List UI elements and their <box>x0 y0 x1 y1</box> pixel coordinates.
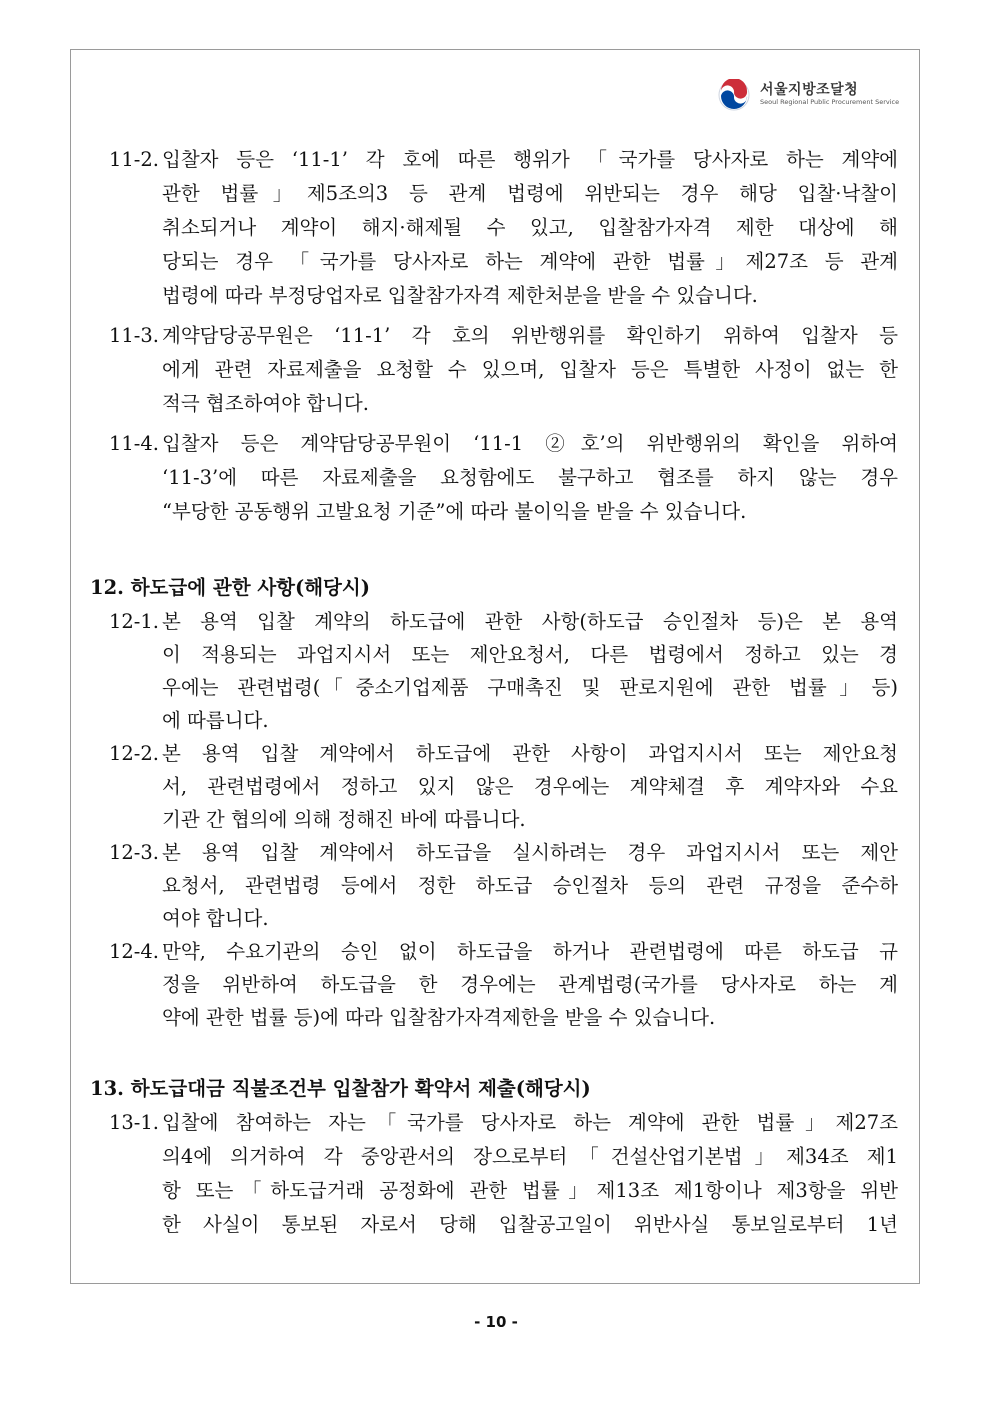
text-line: “부당한 공동행위 고발요청 기준”에 따라 불이익을 받을 수 있습니다. <box>162 500 747 523</box>
text-line: 당되는 경우 「국가를 당사자로 하는 계약에 관한 법률」제27조 등 관계 <box>162 250 898 273</box>
clause-text <box>162 836 898 935</box>
text-line: 입찰자 등은 계약담당공무원이 ‘11-1 ②호’의 위반행위의 확인을 위하여 <box>162 432 898 455</box>
text-line: 본 용역 입찰 계약의 하도급에 관한 사항(하도급 승인절차 등)은 본 용역 <box>162 610 898 633</box>
text-line: 만약, 수요기관의 승인 없이 하도급을 하거나 관련법령에 따른 하도급 규 <box>162 940 898 963</box>
clause-13-1 <box>90 1106 898 1242</box>
text-line: 적극 협조하여야 합니다. <box>162 392 369 415</box>
clause-number: 12-1. <box>108 610 159 633</box>
text-line: 이 적용되는 과업지시서 또는 제안요청서, 다른 법령에서 정하고 있는 경 <box>162 643 898 666</box>
org-name-korean: 서울지방조달청 <box>760 82 859 98</box>
clause-number: 11-2. <box>108 148 159 171</box>
clause-11-2 <box>90 143 898 313</box>
clause-11-3 <box>90 319 898 421</box>
taegeuk-emblem-icon <box>718 79 750 111</box>
text-line: 본 용역 입찰 계약에서 하도급을 실시하려는 경우 과업지시서 또는 제안 <box>162 841 898 864</box>
clause-12-1 <box>90 605 898 737</box>
clause-number: 11-4. <box>108 432 159 455</box>
text-line: 계약담당공무원은 ‘11-1’ 각 호의 위반행위를 확인하기 위하여 입찰자 등 <box>162 324 898 347</box>
clause-text <box>162 1106 898 1242</box>
text-line: 에 따릅니다. <box>162 709 269 732</box>
text-line: 정을 위반하여 하도급을 한 경우에는 관계법령(국가를 당사자로 하는 계 <box>162 973 898 996</box>
text-line: ‘11-3’에 따른 자료제출을 요청함에도 불구하고 협조를 하지 않는 경우 <box>162 466 898 489</box>
text-line: 항 또는「하도급거래 공정화에 관한 법률」제13조 제1항이나 제3항을 위반 <box>162 1179 898 1202</box>
text-line: 취소되거나 계약이 해지·해제될 수 있고, 입찰참가자격 제한 대상에 해 <box>162 216 898 239</box>
text-line: 입찰에 참여하는 자는「국가를 당사자로 하는 계약에 관한 법률」제27조 <box>162 1111 898 1134</box>
clause-text <box>162 737 898 836</box>
text-line: 의4에 의거하여 각 중앙관서의 장으로부터「건설산업기본법」제34조 제1 <box>162 1145 898 1168</box>
text-line: 약에 관한 법률 등)에 따라 입찰참가자격제한을 받을 수 있습니다. <box>162 1006 716 1029</box>
org-name-english: Seoul Regional Public Procurement Service <box>760 98 900 106</box>
clause-number: 12-3. <box>108 841 159 864</box>
clause-11-4 <box>90 427 898 529</box>
text-line: 입찰자 등은 ‘11-1’ 각 호에 따른 행위가 「국가를 당사자로 하는 계약에 <box>162 148 898 171</box>
document-body <box>90 143 898 1242</box>
clause-text <box>162 319 898 421</box>
page-number: - 10 - <box>474 1313 518 1331</box>
text-line: 법령에 따라 부정당업자로 입찰참가자격 제한처분을 받을 수 있습니다. <box>162 284 758 307</box>
text-line: 서, 관련법령에서 정하고 있지 않은 경우에는 계약체결 후 계약자와 수요 <box>162 775 898 798</box>
clause-number: 11-3. <box>108 324 159 347</box>
clause-number: 12-2. <box>108 742 159 765</box>
text-line: 기관 간 협의에 의해 정해진 바에 따릅니다. <box>162 808 526 831</box>
clause-text <box>162 427 898 529</box>
clause-number: 13-1. <box>108 1111 159 1134</box>
text-line: 한 사실이 통보된 자로서 당해 입찰공고일이 위반사실 통보일로부터 1년 <box>162 1213 898 1236</box>
clause-12-3 <box>90 836 898 935</box>
clause-number: 12-4. <box>108 940 159 963</box>
clause-12-4 <box>90 935 898 1034</box>
section-13-title: 13. 하도급대금 직불조건부 입찰참가 확약서 제출(해당시) <box>90 1077 591 1100</box>
text-line: 에게 관련 자료제출을 요청할 수 있으며, 입찰자 등은 특별한 사정이 없는 한 <box>162 358 898 381</box>
text-line: 관한 법률」제5조의3 등 관계 법령에 위반되는 경우 해당 입찰·낙찰이 <box>162 182 898 205</box>
clause-text <box>162 935 898 1034</box>
text-line: 요청서, 관련법령 등에서 정한 하도급 승인절차 등의 관련 규정을 준수하 <box>162 874 898 897</box>
clause-text <box>162 605 898 737</box>
clause-12-2 <box>90 737 898 836</box>
text-line: 본 용역 입찰 계약에서 하도급에 관한 사항이 과업지시서 또는 제안요청 <box>162 742 898 765</box>
section-12-title: 12. 하도급에 관한 사항(해당시) <box>90 576 370 599</box>
text-line: 여야 합니다. <box>162 907 269 930</box>
clause-text <box>162 143 898 313</box>
text-line: 우에는 관련법령(「중소기업제품 구매촉진 및 판로지원에 관한 법률」등) <box>162 676 898 699</box>
section-12-body <box>90 605 898 1034</box>
